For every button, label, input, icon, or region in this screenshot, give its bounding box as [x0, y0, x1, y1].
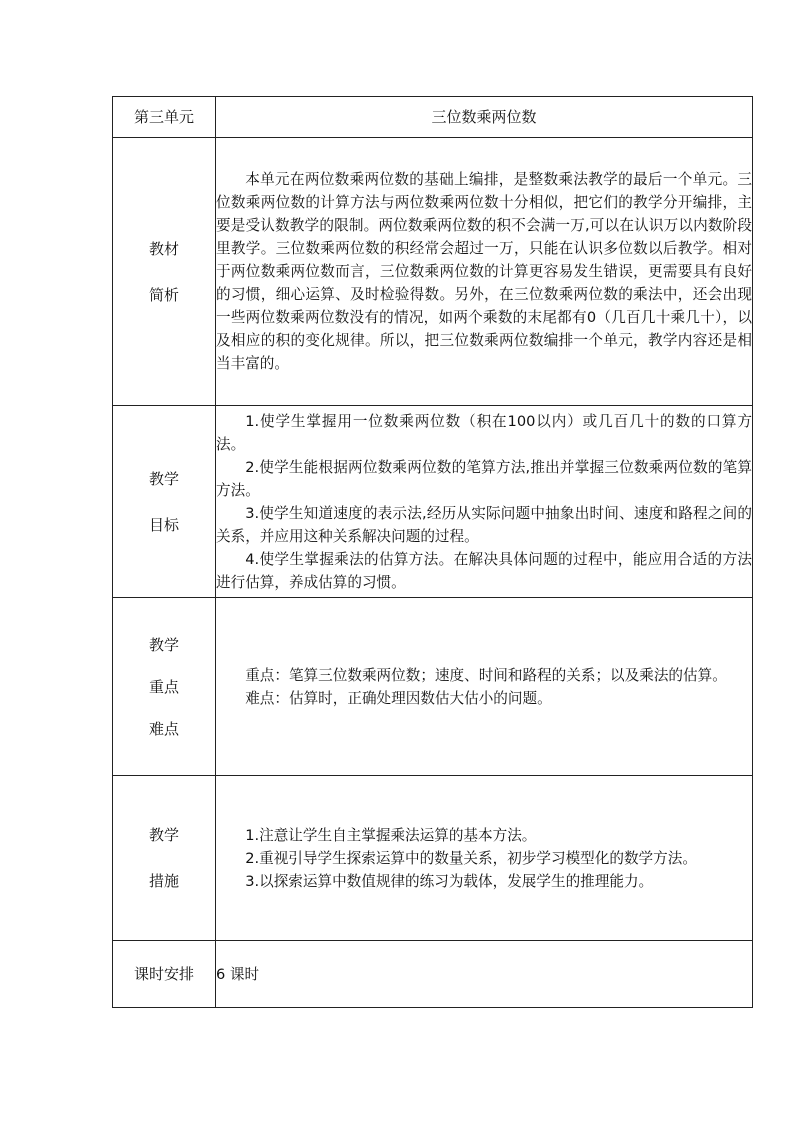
measures-label	[113, 776, 216, 941]
unit-row	[113, 97, 753, 138]
keypoints-label-line1: 教学	[148, 635, 179, 654]
schedule-value: 6 课时	[216, 965, 260, 983]
keypoints-content	[216, 598, 753, 776]
schedule-row	[113, 941, 753, 1008]
measure-item: 2.重视引导学生探索运算中的数量关系，初步学习模型化的数学方法。	[245, 849, 697, 867]
measures-content	[216, 776, 753, 941]
measure-item: 3.以探索运算中数值规律的练习为载体，发展学生的推理能力。	[245, 872, 654, 890]
measures-label-line1: 教学	[148, 826, 179, 844]
goals-label-line1: 教学	[148, 469, 179, 488]
goal-item: 4.使学生掌握乘法的估算方法。在解决具体问题的过程中，能应用合适的方法进行估算，养成估算的习惯。	[216, 550, 752, 591]
goal-item: 1.使学生掌握用一位数乘两位数（积在100以内）或几百几十的数的口算方法。	[216, 412, 752, 453]
schedule-content	[216, 941, 753, 1008]
keypoints-row	[113, 598, 753, 776]
material-row	[113, 138, 753, 406]
unit-label: 第三单元	[113, 97, 216, 138]
focus-text: 重点：笔算三位数乘两位数；速度、时间和路程的关系；以及乘法的估算。	[245, 666, 727, 684]
measure-item: 1.注意让学生自主掌握乘法运算的基本方法。	[245, 826, 537, 844]
difficulty-text: 难点：估算时，正确处理因数估大估小的问题。	[245, 689, 552, 707]
goals-content	[216, 406, 753, 598]
keypoints-label	[113, 598, 216, 776]
goal-item: 3.使学生知道速度的表示法,经历从实际问题中抽象出时间、速度和路程之间的关系，并应用这种关系解决问题的过程。	[216, 504, 752, 545]
keypoints-label-line2: 重点	[148, 677, 179, 696]
material-label	[113, 138, 216, 406]
unit-title: 三位数乘两位数	[216, 97, 753, 138]
material-text: 本单元在两位数乘两位数的基础上编排，是整数乘法教学的最后一个单元。三位数乘两位数的计算方法与两位数乘两位数十分相似，把它们的教学分开编排，主要是受认数教学的限制。两位数乘两位数的积不会满一万,可以在认识万以内数阶段里教学。三位数乘两位数的积经常会超过一万，只能在认识多位数以后教学。相对于两位数乘两位数而言，三位数乘两位数的计算更容易发生错误，更需要具有良好的习惯，细心运算、及时检验得数。另外，在三位数乘两位数的乘法中，还会出现一些两位数乘两位数没有的情况，如两个乘数的末尾都有0（几百几十乘几十），以及相应的积的变化规律。所以，把三位数乘两位数编排一个单元，教学内容还是相当丰富的。	[216, 171, 752, 372]
keypoints-label-line3: 难点	[148, 719, 179, 738]
material-label-line1: 教材	[148, 239, 179, 258]
goals-row	[113, 406, 753, 598]
goals-label	[113, 406, 216, 598]
schedule-label: 课时安排	[113, 941, 216, 1008]
measures-label-line2: 措施	[148, 872, 179, 890]
goals-label-line2: 目标	[148, 515, 179, 534]
goal-item: 2.使学生能根据两位数乘两位数的笔算方法,推出并掌握三位数乘两位数的笔算方法。	[216, 458, 752, 499]
measures-row	[113, 776, 753, 941]
unit-plan-table	[112, 96, 753, 1008]
material-label-line2: 简析	[148, 285, 179, 304]
material-content	[216, 138, 753, 406]
